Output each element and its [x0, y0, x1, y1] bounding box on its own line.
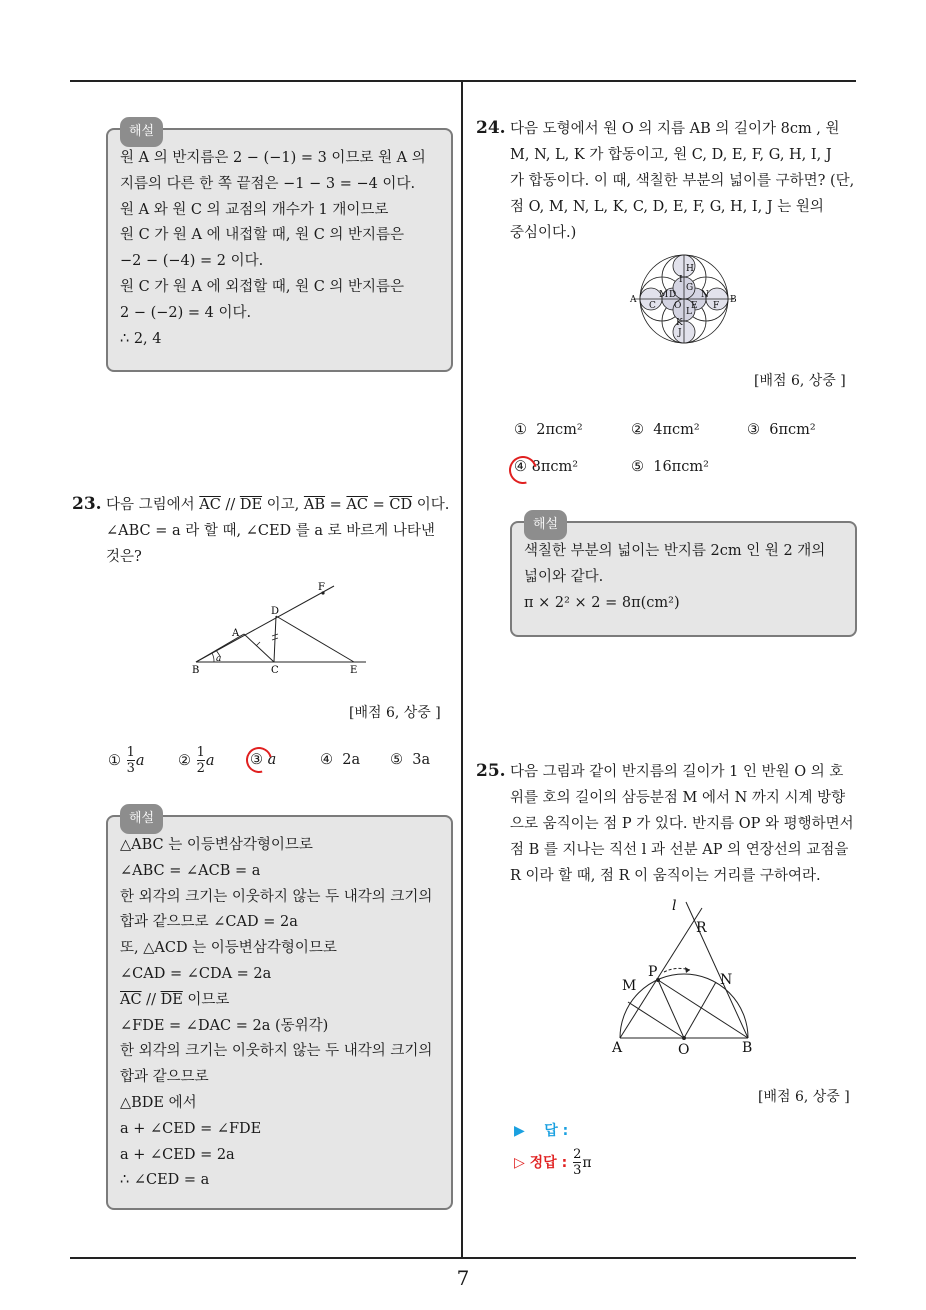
label-i: I [679, 275, 683, 285]
solution-line: △ABC 는 이등변삼각형이므로 [120, 837, 313, 853]
solution-tag: 해설 [120, 117, 163, 147]
question-line: 점 B 를 지나는 직선 l 과 선분 AP 의 연장선의 교점을 [510, 842, 849, 858]
label-h: H [686, 264, 694, 274]
choice-23-4[interactable]: ④ 2a [320, 752, 361, 768]
correct-answer-label: 정답 : [529, 1155, 568, 1171]
segment-ac: $\overline{AC}$ [120, 991, 142, 1008]
label-k: K [676, 318, 683, 328]
solution-line: a + ∠CED = ∠FDE [120, 1120, 262, 1137]
question-line: 위를 호의 길이의 삼등분점 M 에서 N 까지 시계 방향 [510, 790, 846, 806]
answer-row[interactable] [514, 1120, 568, 1140]
question-line: 점 O, M, N, L, K, C, D, E, F, G, H, I, J 는 원의 [510, 199, 824, 215]
correct-answer-fraction: $\frac{2}{3}$ [573, 1147, 582, 1178]
solution-box-24 [510, 517, 857, 637]
choice-24-2[interactable]: ② 4πcm² [631, 422, 700, 438]
label-p: P [648, 964, 658, 980]
question-text-24 [510, 116, 860, 246]
solution-line: 원 A 의 반지름은 2 − (−1) = 3 이므로 원 A 의 [120, 150, 426, 166]
label-n: N [720, 972, 733, 988]
figure-23 [186, 576, 376, 676]
segment-de: $\overline{DE}$ [160, 991, 183, 1008]
question-line: 으로 움직이는 점 P 가 있다. 반지름 OP 와 평행하면서 [510, 816, 854, 832]
label-c: C [649, 301, 656, 311]
segment-ac: $\overline{AC}$ [199, 497, 221, 513]
question-line: ∠ABC = a 라 할 때, ∠CED 를 a 로 바르게 나타낸 [106, 523, 435, 539]
question-line: 중심이다.) [510, 225, 577, 241]
label-e: E [691, 301, 698, 311]
label-b: B [742, 1040, 753, 1056]
score-23: [배점 6, 상중 ] [349, 705, 441, 721]
label-o: O [678, 1042, 690, 1058]
solution-line: 또, △ACD 는 이등변삼각형이므로 [120, 940, 337, 957]
segment-ab: $\overline{AB}$ [303, 497, 326, 513]
label-d: D [669, 290, 677, 300]
top-rule [70, 80, 856, 82]
label-m: M [622, 978, 637, 994]
solution-line: △BDE 에서 [120, 1094, 197, 1111]
solution-line: 넓이와 같다. [524, 568, 604, 585]
label-a: A [630, 295, 637, 305]
choice-24-1[interactable]: ① 2πcm² [514, 422, 583, 438]
page-number: 7 [456, 1266, 470, 1290]
question-number-25: 25. [476, 761, 506, 781]
selected-answer-mark [241, 742, 277, 778]
solution-tag: 해설 [120, 804, 163, 834]
solution-line: 원 A 와 원 C 의 교점의 개수가 1 개이므로 [120, 201, 389, 218]
label-b: B [730, 295, 737, 305]
selected-answer-mark [504, 451, 542, 489]
question-line: 다음 그림에서 $\overline{AC} // \overline{DE}$ 이고, $\overline{AB} = \overline{AC} = \overline{CD}$ 이다. [106, 497, 450, 513]
solution-line: 색칠한 부분의 넓이는 반지름 2cm 인 원 2 개의 [524, 543, 826, 559]
label-a: A [612, 1040, 623, 1056]
label-e: E [350, 665, 358, 676]
solution-line: 한 외각의 크기는 이웃하지 않는 두 내각의 크기의 [120, 1043, 433, 1060]
question-line: M, N, L, K 가 합동이고, 원 C, D, E, F, G, H, I, J [510, 147, 832, 163]
label-m: M [659, 290, 669, 300]
question-line: 것은? [106, 549, 142, 565]
solution-line: a + ∠CED = 2a [120, 1146, 235, 1163]
label-r: R [696, 920, 707, 936]
question-line: R 이라 할 때, 점 R 이 움직이는 거리를 구하여라. [510, 868, 821, 884]
choice-24-3[interactable]: ③ 6πcm² [747, 422, 816, 438]
choice-23-1[interactable]: ① $\frac{1}{3}$ a [108, 745, 145, 776]
question-number-24: 24. [476, 118, 506, 138]
play-outline-icon: ▷ [514, 1155, 525, 1171]
solution-line: π × 2² × 2 = 8π(cm²) [524, 594, 680, 611]
solution-tag: 해설 [524, 510, 567, 540]
solution-line: ∠CAD = ∠CDA = 2a [120, 965, 272, 982]
question-line: 다음 그림과 같이 반지름의 길이가 1 인 반원 O 의 호 [510, 764, 844, 780]
label-o: O [674, 301, 682, 311]
segment-cd: $\overline{CD}$ [389, 497, 413, 513]
solution-line: −2 − (−4) = 2 이다. [120, 253, 264, 270]
solution-line: ∴ 2, 4 [120, 330, 162, 347]
label-l: l [672, 898, 677, 914]
choice-23-5[interactable]: ⑤ 3a [390, 752, 431, 768]
bottom-rule [70, 1257, 856, 1259]
choice-23-2[interactable]: ② $\frac{1}{2}$ a [178, 745, 215, 776]
label-d: D [271, 606, 280, 617]
label-f: F [318, 582, 325, 593]
segment-de: $\overline{DE}$ [239, 497, 263, 513]
solution-line: ∠ABC = ∠ACB = a [120, 862, 261, 879]
column-divider [461, 81, 463, 1258]
solution-line: 2 − (−2) = 4 이다. [120, 304, 252, 321]
score-25: [배점 6, 상중 ] [758, 1089, 850, 1105]
play-arrow-icon: ▶ [514, 1123, 525, 1139]
solution-line: 합과 같으므로 [120, 1069, 209, 1086]
solution-line: 합과 같으므로 ∠CAD = 2a [120, 914, 298, 931]
label-c: C [271, 665, 279, 676]
label-j: J [678, 328, 682, 338]
label-f: F [713, 301, 720, 311]
solution-line: ∠FDE = ∠DAC = 2a (동위각) [120, 1017, 329, 1034]
solution-line: 원 C 가 원 A 에 내접할 때, 원 C 의 반지름은 [120, 227, 405, 244]
solution-line: ∴ ∠CED = a [120, 1172, 210, 1189]
correct-answer-row: ▷ 정답 : $\frac{2}{3}$ π [514, 1147, 592, 1178]
question-text-23 [106, 492, 458, 570]
label-l: L [686, 307, 692, 317]
question-line: 다음 도형에서 원 O 의 지름 AB 의 길이가 8cm , 원 [510, 121, 840, 137]
solution-line: $\overline{AC} // \overline{DE}$ 이므로 [120, 991, 230, 1008]
solution-line: 지름의 다른 한 쪽 끝점은 −1 − 3 = −4 이다. [120, 175, 416, 192]
label-b: B [192, 665, 200, 676]
choice-24-4[interactable]: ④ 8πcm² [514, 459, 579, 475]
answer-label: 답 : [544, 1123, 569, 1139]
fraction: $\frac{1}{3}$ [126, 745, 135, 776]
question-number-23: 23. [72, 494, 102, 514]
choice-23-3[interactable]: ③ a [250, 752, 277, 768]
question-line: 가 합동이다. 이 때, 색칠한 부분의 넓이를 구하면? (단, [510, 173, 855, 189]
solution-line: 한 외각의 크기는 이웃하지 않는 두 내각의 크기의 [120, 888, 433, 905]
label-g: G [686, 283, 694, 293]
solution-box-23 [106, 811, 453, 1210]
question-text-25 [510, 759, 860, 889]
choice-24-5[interactable]: ⑤ 16πcm² [631, 459, 709, 475]
segment-ac: $\overline{AC}$ [346, 497, 368, 513]
label-angle-a: a [216, 654, 222, 664]
solution-line: 원 C 가 원 A 에 외접할 때, 원 C 의 반지름은 [120, 278, 405, 295]
solution-box-22 [106, 124, 453, 372]
figure-25 [608, 894, 770, 1060]
label-n: N [701, 290, 709, 300]
label-a: A [232, 628, 240, 639]
figure-24 [628, 252, 740, 346]
fraction: $\frac{1}{2}$ [196, 745, 205, 776]
score-24: [배점 6, 상중 ] [754, 373, 846, 389]
